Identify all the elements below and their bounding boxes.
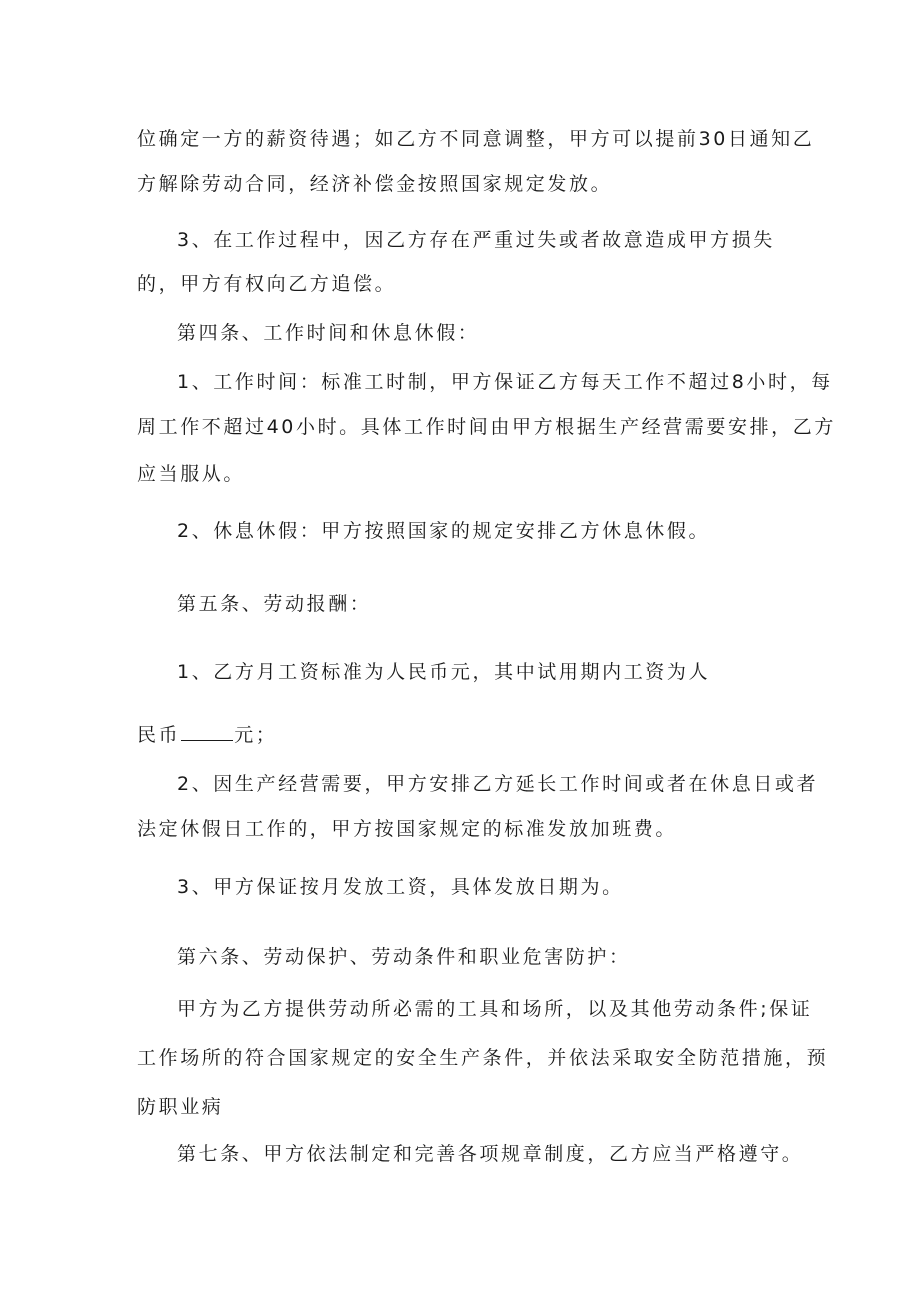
paragraph-line: 工作场所的符合国家规定的安全生产条件，并依法采取安全防范措施，预 (137, 1047, 829, 1069)
paragraph-line: 防职业病 (137, 1096, 224, 1118)
section-heading: 第六条、劳动保护、劳动条件和职业危害防护： (177, 946, 631, 968)
paragraph-line: 法定休假日工作的，甲方按国家规定的标准发放加班费。 (137, 818, 678, 840)
paragraph-line: 周工作不超过40小时。具体工作时间由甲方根据生产经营需要安排，乙方 (137, 416, 836, 438)
paragraph-line: 2、休息休假：甲方按照国家的规定安排乙方休息休假。 (177, 520, 711, 542)
paragraph-line: 1、工作时间：标准工时制，甲方保证乙方每天工作不超过8小时，每 (177, 371, 833, 393)
paragraph-line: 的，甲方有权向乙方追偿。 (137, 273, 397, 295)
paragraph-line: 3、甲方保证按月发放工资，具体发放日期为。 (177, 876, 624, 898)
section-heading: 第七条、甲方依法制定和完善各项规章制度，乙方应当严格遵守。 (177, 1143, 804, 1165)
paragraph-line: 位确定一方的薪资待遇；如乙方不同意调整，甲方可以提前30日通知乙 (137, 128, 815, 150)
paragraph-line: 方解除劳动合同，经济补偿金按照国家规定发放。 (137, 173, 613, 195)
text-after-blank: 元； (234, 724, 278, 746)
section-heading: 第五条、劳动报酬： (177, 593, 372, 615)
fill-in-blank (181, 724, 233, 741)
section-heading: 第四条、工作时间和休息休假： (177, 322, 480, 344)
paragraph-line: 3、在工作过程中，因乙方存在严重过失或者故意造成甲方损失 (177, 229, 775, 251)
paragraph-line-with-blank (137, 723, 277, 747)
paragraph-line: 2、因生产经营需要，甲方安排乙方延长工作时间或者在休息日或者 (177, 773, 819, 795)
paragraph-line: 应当服从。 (137, 463, 246, 485)
paragraph-line: 1、乙方月工资标准为人民币元，其中试用期内工资为人 (177, 661, 711, 683)
paragraph-line: 甲方为乙方提供劳动所必需的工具和场所，以及其他劳动条件;保证 (177, 998, 813, 1020)
text-before-blank: 民币 (137, 724, 181, 746)
